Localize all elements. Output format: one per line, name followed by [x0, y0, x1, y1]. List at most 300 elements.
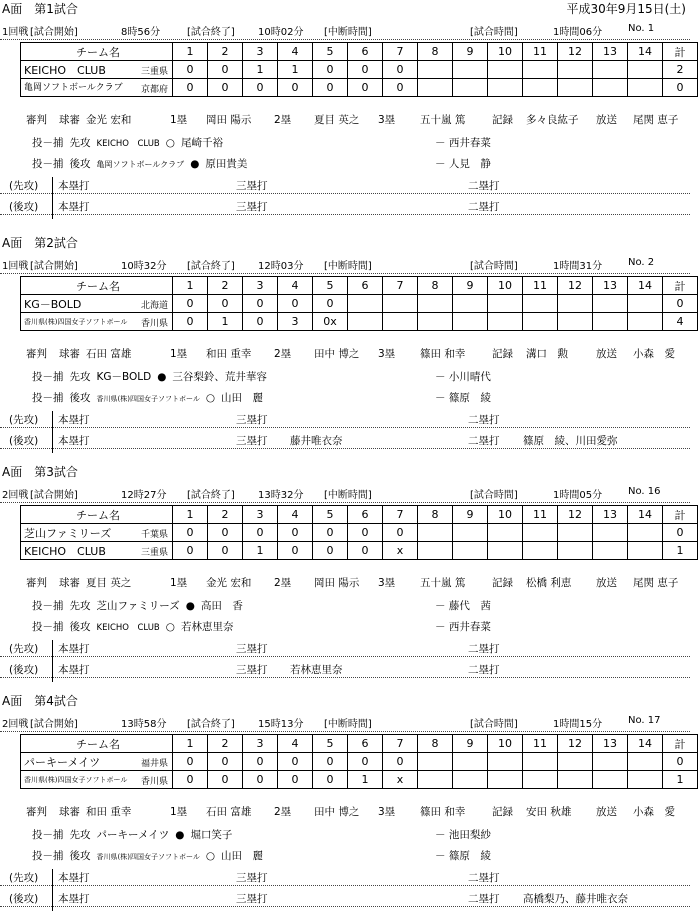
umpire-field: 1塁	[170, 577, 188, 589]
game-title: A面 第2試合	[2, 236, 78, 250]
inning-score	[593, 295, 628, 313]
inning-score: 0	[313, 542, 348, 560]
total-header: 計	[663, 277, 698, 295]
hit-triple: 三塁打	[236, 180, 268, 192]
header-round: 2回戦	[2, 490, 29, 501]
inning-header: 1	[173, 43, 208, 61]
game-section	[0, 692, 700, 920]
pc-pitcher: 原田貴美	[205, 158, 248, 170]
score-table	[20, 734, 698, 789]
inning-score	[628, 524, 663, 542]
hit-triple-v: 藤井唯衣奈	[290, 435, 343, 447]
inning-header: 8	[418, 735, 453, 753]
inning-score: 0	[313, 524, 348, 542]
header-duration: 1時間05分	[553, 490, 603, 501]
inning-score: 0	[313, 295, 348, 313]
umpire-field: 五十嵐 篤	[420, 577, 466, 589]
header-no: No. 16	[628, 486, 661, 497]
extra-base-hit-row	[0, 869, 690, 886]
inning-score	[453, 524, 488, 542]
inning-score	[383, 295, 418, 313]
inning-header: 13	[593, 506, 628, 524]
inning-score	[593, 313, 628, 331]
pc-team: KEICHO CLUB	[96, 623, 160, 633]
pc-catcher: － 篠原 綾	[435, 392, 491, 404]
total-score: 0	[663, 524, 698, 542]
hit-double-v: 高橋梨乃、藤井唯衣奈	[523, 893, 628, 905]
inning-score	[488, 79, 523, 97]
inning-header: 1	[173, 277, 208, 295]
umpire-field: 金光 宏和	[86, 114, 132, 126]
team-name: KEICHO CLUB	[24, 544, 106, 558]
umpire-field: 1塁	[170, 806, 188, 818]
pitcher-catcher-row	[32, 848, 491, 863]
pc-side: 後攻	[69, 621, 91, 633]
hit-hr: 本塁打	[58, 893, 90, 905]
umpire-field: 球審	[59, 114, 80, 126]
header-start-time: 10時32分	[121, 261, 167, 272]
team-name-cell	[21, 542, 173, 560]
inning-score	[488, 771, 523, 789]
umpire-field: 審判	[26, 348, 47, 360]
umpire-field: 小森 愛	[633, 348, 675, 360]
umpire-field: 2塁	[274, 577, 292, 589]
inning-header: 2	[208, 506, 243, 524]
inning-score: 0	[208, 753, 243, 771]
pc-label: 投－捕	[32, 829, 64, 841]
inning-score	[558, 753, 593, 771]
umpire-field: 多々良紘子	[526, 114, 579, 126]
pc-catcher: － 人見 静	[435, 158, 491, 170]
extra-base-hit-row	[0, 890, 690, 907]
pc-side: 先攻	[69, 371, 91, 383]
team-name: 香川県(株)四国女子ソフトボール	[24, 318, 128, 326]
team-row	[21, 524, 698, 542]
total-score: 0	[663, 295, 698, 313]
inning-score: 1	[278, 61, 313, 79]
pc-team: 香川県(株)四国女子ソフトボール	[96, 853, 200, 861]
inning-header: 6	[348, 735, 383, 753]
inning-header: 13	[593, 43, 628, 61]
hit-side: (先攻)	[9, 643, 39, 655]
inning-score: 0	[348, 79, 383, 97]
inning-score: 0	[348, 753, 383, 771]
inning-score	[628, 79, 663, 97]
extra-base-hit-row	[0, 640, 690, 657]
inning-header: 10	[488, 735, 523, 753]
inning-score	[453, 542, 488, 560]
inning-header: 9	[453, 506, 488, 524]
inning-header: 11	[523, 506, 558, 524]
team-name-cell	[21, 313, 173, 331]
pitcher-catcher-row	[32, 390, 491, 405]
inning-score	[523, 771, 558, 789]
divider-line	[52, 869, 53, 911]
umpire-field: 3塁	[378, 348, 396, 360]
header-start-label: [試合開始]	[30, 719, 78, 730]
inning-header: 6	[348, 506, 383, 524]
inning-score: 0	[173, 313, 208, 331]
team-name: KEICHO CLUB	[24, 63, 106, 77]
inning-score: 0	[278, 524, 313, 542]
umpire-field: 審判	[26, 577, 47, 589]
inning-header: 10	[488, 43, 523, 61]
pitcher-catcher-row	[32, 369, 491, 384]
score-header-row	[21, 43, 698, 61]
inning-score: 1	[243, 61, 278, 79]
pitcher-catcher-row	[32, 827, 491, 842]
inning-score	[628, 295, 663, 313]
umpire-field: 記録	[492, 114, 513, 126]
pc-mark: ○	[205, 850, 215, 862]
header-round: 2回戦	[2, 719, 29, 730]
umpire-field: 篠田 和幸	[420, 348, 466, 360]
inning-score: 0	[313, 61, 348, 79]
inning-score	[383, 313, 418, 331]
team-name-cell	[21, 524, 173, 542]
inning-score	[453, 295, 488, 313]
inning-header: 12	[558, 506, 593, 524]
hit-triple: 三塁打	[236, 872, 268, 884]
inning-score	[453, 79, 488, 97]
hit-triple: 三塁打	[236, 414, 268, 426]
inning-header: 2	[208, 735, 243, 753]
inning-score: 3	[278, 313, 313, 331]
inning-header: 11	[523, 735, 558, 753]
pc-label: 投－捕	[32, 600, 64, 612]
inning-score	[558, 79, 593, 97]
team-name-cell	[21, 79, 173, 97]
header-duration: 1時間06分	[553, 27, 603, 38]
inning-header: 12	[558, 735, 593, 753]
hit-hr: 本塁打	[58, 414, 90, 426]
pc-pitcher: 尾崎千裕	[180, 137, 223, 149]
inning-header: 3	[243, 43, 278, 61]
inning-score: 0	[173, 542, 208, 560]
hit-triple: 三塁打	[236, 435, 268, 447]
header-end-label: [試合終了]	[187, 27, 235, 38]
umpire-row	[0, 346, 700, 361]
inning-score	[418, 771, 453, 789]
game-title: A面 第3試合	[2, 465, 78, 479]
team-row	[21, 771, 698, 789]
header-start-time: 12時27分	[121, 490, 167, 501]
pc-catcher: － 小川晴代	[435, 371, 491, 383]
team-name: KG－BOLD	[24, 297, 82, 311]
header-duration-label: [試合時間]	[470, 490, 518, 501]
pc-team: 香川県(株)四国女子ソフトボール	[96, 395, 200, 403]
score-header-row	[21, 735, 698, 753]
pc-team: KG－BOLD	[96, 371, 152, 383]
umpire-field: 夏目 英之	[86, 577, 132, 589]
hit-double: 二塁打	[468, 414, 500, 426]
pc-label: 投－捕	[32, 158, 64, 170]
umpire-field: 尾関 恵子	[633, 114, 679, 126]
inning-header: 11	[523, 277, 558, 295]
pc-catcher: － 西井春菜	[435, 137, 491, 149]
header-break-label: [中断時間]	[324, 719, 372, 730]
score-table	[20, 42, 698, 97]
hit-triple: 三塁打	[236, 201, 268, 213]
pitcher-catcher-row	[32, 598, 491, 613]
inning-header: 9	[453, 277, 488, 295]
umpire-field: 1塁	[170, 114, 188, 126]
header-end-label: [試合終了]	[187, 719, 235, 730]
pc-catcher: － 池田梨紗	[435, 829, 491, 841]
umpire-field: 放送	[596, 577, 617, 589]
inning-score	[523, 295, 558, 313]
game-header-row	[0, 257, 690, 274]
header-no: No. 17	[628, 715, 661, 726]
inning-header: 3	[243, 506, 278, 524]
inning-score: 1	[348, 771, 383, 789]
umpire-field: 1塁	[170, 348, 188, 360]
inning-header: 2	[208, 277, 243, 295]
pc-catcher: － 篠原 綾	[435, 850, 491, 862]
inning-header: 5	[313, 43, 348, 61]
inning-score	[418, 295, 453, 313]
inning-score	[453, 753, 488, 771]
hit-triple: 三塁打	[236, 664, 268, 676]
hit-hr: 本塁打	[58, 872, 90, 884]
inning-header: 10	[488, 277, 523, 295]
game-title: A面 第1試合	[2, 2, 78, 16]
inning-score	[418, 79, 453, 97]
inning-header: 3	[243, 735, 278, 753]
umpire-field: 2塁	[274, 114, 292, 126]
inning-score	[558, 771, 593, 789]
inning-header: 5	[313, 506, 348, 524]
header-break-label: [中断時間]	[324, 261, 372, 272]
umpire-field: 2塁	[274, 348, 292, 360]
header-end-label: [試合終了]	[187, 490, 235, 501]
pc-pitcher: 三谷梨鈴、荒井華容	[172, 371, 267, 383]
hit-side: (先攻)	[9, 180, 39, 192]
inning-header: 12	[558, 43, 593, 61]
pc-mark: ●	[190, 158, 200, 170]
team-row	[21, 753, 698, 771]
game-section	[0, 463, 700, 691]
total-score: 0	[663, 79, 698, 97]
team-prefecture: 福井県	[140, 758, 168, 769]
inning-score: 0	[243, 295, 278, 313]
game-section	[0, 234, 700, 462]
team-prefecture: 三重県	[140, 547, 168, 558]
inning-score: 0	[348, 524, 383, 542]
inning-header: 9	[453, 735, 488, 753]
total-score: 4	[663, 313, 698, 331]
umpire-field: 球審	[59, 348, 80, 360]
inning-score: 0	[243, 313, 278, 331]
team-row	[21, 61, 698, 79]
divider-line	[52, 177, 53, 219]
inning-header: 14	[628, 506, 663, 524]
umpire-field: 篠田 和幸	[420, 806, 466, 818]
inning-score: 0	[313, 771, 348, 789]
umpire-field: 石田 富雄	[206, 806, 252, 818]
header-duration: 1時間15分	[553, 719, 603, 730]
inning-score	[593, 79, 628, 97]
inning-score	[523, 524, 558, 542]
team-prefecture: 香川県	[140, 319, 168, 329]
pitcher-catcher-row	[32, 619, 491, 634]
inning-header: 9	[453, 43, 488, 61]
umpire-field: 尾関 恵子	[633, 577, 679, 589]
team-name-header: チーム名	[21, 506, 173, 524]
pitcher-catcher-row	[32, 135, 491, 150]
header-duration-label: [試合時間]	[470, 27, 518, 38]
umpire-field: 球審	[59, 806, 80, 818]
inning-header: 4	[278, 277, 313, 295]
pc-pitcher: 若林恵里奈	[180, 621, 234, 633]
header-start-time: 8時56分	[121, 27, 161, 38]
hit-double-v: 篠原 綾、川田愛弥	[523, 435, 618, 447]
header-end-time: 13時32分	[258, 490, 304, 501]
team-row	[21, 295, 698, 313]
header-start-label: [試合開始]	[30, 261, 78, 272]
inning-header: 8	[418, 43, 453, 61]
umpire-field: 球審	[59, 577, 80, 589]
pc-side: 先攻	[69, 829, 91, 841]
inning-score: 0	[208, 79, 243, 97]
pc-side: 後攻	[69, 158, 91, 170]
pc-side: 後攻	[69, 392, 91, 404]
inning-header: 7	[383, 735, 418, 753]
inning-score: 1	[243, 542, 278, 560]
team-prefecture: 京都府	[140, 85, 168, 95]
team-name: 芝山ファミリーズ	[24, 526, 112, 540]
header-duration-label: [試合時間]	[470, 719, 518, 730]
inning-score	[558, 524, 593, 542]
hit-hr: 本塁打	[58, 643, 90, 655]
hit-side: (先攻)	[9, 414, 39, 426]
inning-header: 10	[488, 506, 523, 524]
header-duration: 1時間31分	[553, 261, 603, 272]
team-row	[21, 313, 698, 331]
inning-header: 7	[383, 506, 418, 524]
header-no: No. 2	[628, 257, 655, 268]
pc-pitcher: 堀口笑子	[190, 829, 233, 841]
pc-catcher: － 西井春菜	[435, 621, 491, 633]
header-duration-label: [試合時間]	[470, 261, 518, 272]
team-prefecture: 三重県	[140, 66, 168, 77]
header-end-label: [試合終了]	[187, 261, 235, 272]
inning-score	[523, 313, 558, 331]
pc-pitcher: 山田 麗	[221, 392, 263, 404]
inning-score: 0	[208, 524, 243, 542]
divider-line	[52, 411, 53, 453]
inning-score	[488, 753, 523, 771]
inning-header: 13	[593, 277, 628, 295]
report-date: 平成30年9月15日(土)	[566, 2, 686, 16]
umpire-field: 和田 重幸	[86, 806, 132, 818]
inning-score	[453, 771, 488, 789]
inning-score	[558, 61, 593, 79]
inning-header: 6	[348, 43, 383, 61]
inning-header: 7	[383, 43, 418, 61]
team-name-cell	[21, 295, 173, 313]
inning-header: 8	[418, 277, 453, 295]
inning-score: 0	[173, 524, 208, 542]
header-break-label: [中断時間]	[324, 27, 372, 38]
hit-hr: 本塁打	[58, 664, 90, 676]
divider-line	[52, 640, 53, 682]
total-score: 1	[663, 542, 698, 560]
inning-header: 1	[173, 506, 208, 524]
hit-triple: 三塁打	[236, 643, 268, 655]
umpire-field: 安田 秋雄	[526, 806, 572, 818]
inning-score	[628, 313, 663, 331]
inning-score: 0	[243, 524, 278, 542]
game-title: A面 第4試合	[2, 694, 78, 708]
inning-score	[628, 542, 663, 560]
header-start-time: 13時58分	[121, 719, 167, 730]
team-name-header: チーム名	[21, 43, 173, 61]
header-round: 1回戦	[2, 261, 29, 272]
pc-team: 亀岡ソフトボールクラブ	[96, 160, 185, 169]
header-start-label: [試合開始]	[30, 27, 78, 38]
umpire-field: 放送	[596, 348, 617, 360]
inning-score: 0	[243, 771, 278, 789]
inning-score: 0	[383, 61, 418, 79]
hit-double: 二塁打	[468, 180, 500, 192]
umpire-field: 夏目 英之	[314, 114, 360, 126]
score-header-row	[21, 506, 698, 524]
pc-label: 投－捕	[32, 371, 64, 383]
team-prefecture: 北海道	[140, 300, 168, 311]
pc-catcher: － 藤代 茜	[435, 600, 491, 612]
inning-score	[488, 295, 523, 313]
team-row	[21, 542, 698, 560]
inning-header: 4	[278, 735, 313, 753]
umpire-field: 記録	[492, 348, 513, 360]
team-name: パーキーメイツ	[24, 755, 101, 769]
inning-header: 2	[208, 43, 243, 61]
inning-score	[418, 753, 453, 771]
umpire-field: 記録	[492, 806, 513, 818]
header-start-label: [試合開始]	[30, 490, 78, 501]
inning-score: 0	[278, 79, 313, 97]
inning-header: 6	[348, 277, 383, 295]
team-name-header: チーム名	[21, 277, 173, 295]
game-section	[0, 0, 700, 228]
pc-team: パーキーメイツ	[96, 829, 170, 841]
pc-label: 投－捕	[32, 137, 64, 149]
umpire-field: 3塁	[378, 114, 396, 126]
inning-score	[558, 295, 593, 313]
hit-double: 二塁打	[468, 664, 500, 676]
extra-base-hit-row	[0, 177, 690, 194]
pc-side: 先攻	[69, 600, 91, 612]
inning-score: 0	[243, 753, 278, 771]
extra-base-hit-row	[0, 661, 690, 678]
inning-header: 11	[523, 43, 558, 61]
total-score: 1	[663, 771, 698, 789]
extra-base-hit-row	[0, 432, 690, 449]
inning-score: 0	[383, 753, 418, 771]
inning-score	[593, 524, 628, 542]
inning-header: 5	[313, 735, 348, 753]
inning-score: 0	[173, 61, 208, 79]
inning-score	[593, 753, 628, 771]
header-break-label: [中断時間]	[324, 490, 372, 501]
hit-side: (後攻)	[9, 893, 39, 905]
team-name: 亀岡ソフトボールクラブ	[24, 83, 123, 93]
inning-score	[523, 753, 558, 771]
inning-score: 0	[208, 542, 243, 560]
umpire-field: 小森 愛	[633, 806, 675, 818]
team-prefecture: 千葉県	[140, 529, 168, 540]
